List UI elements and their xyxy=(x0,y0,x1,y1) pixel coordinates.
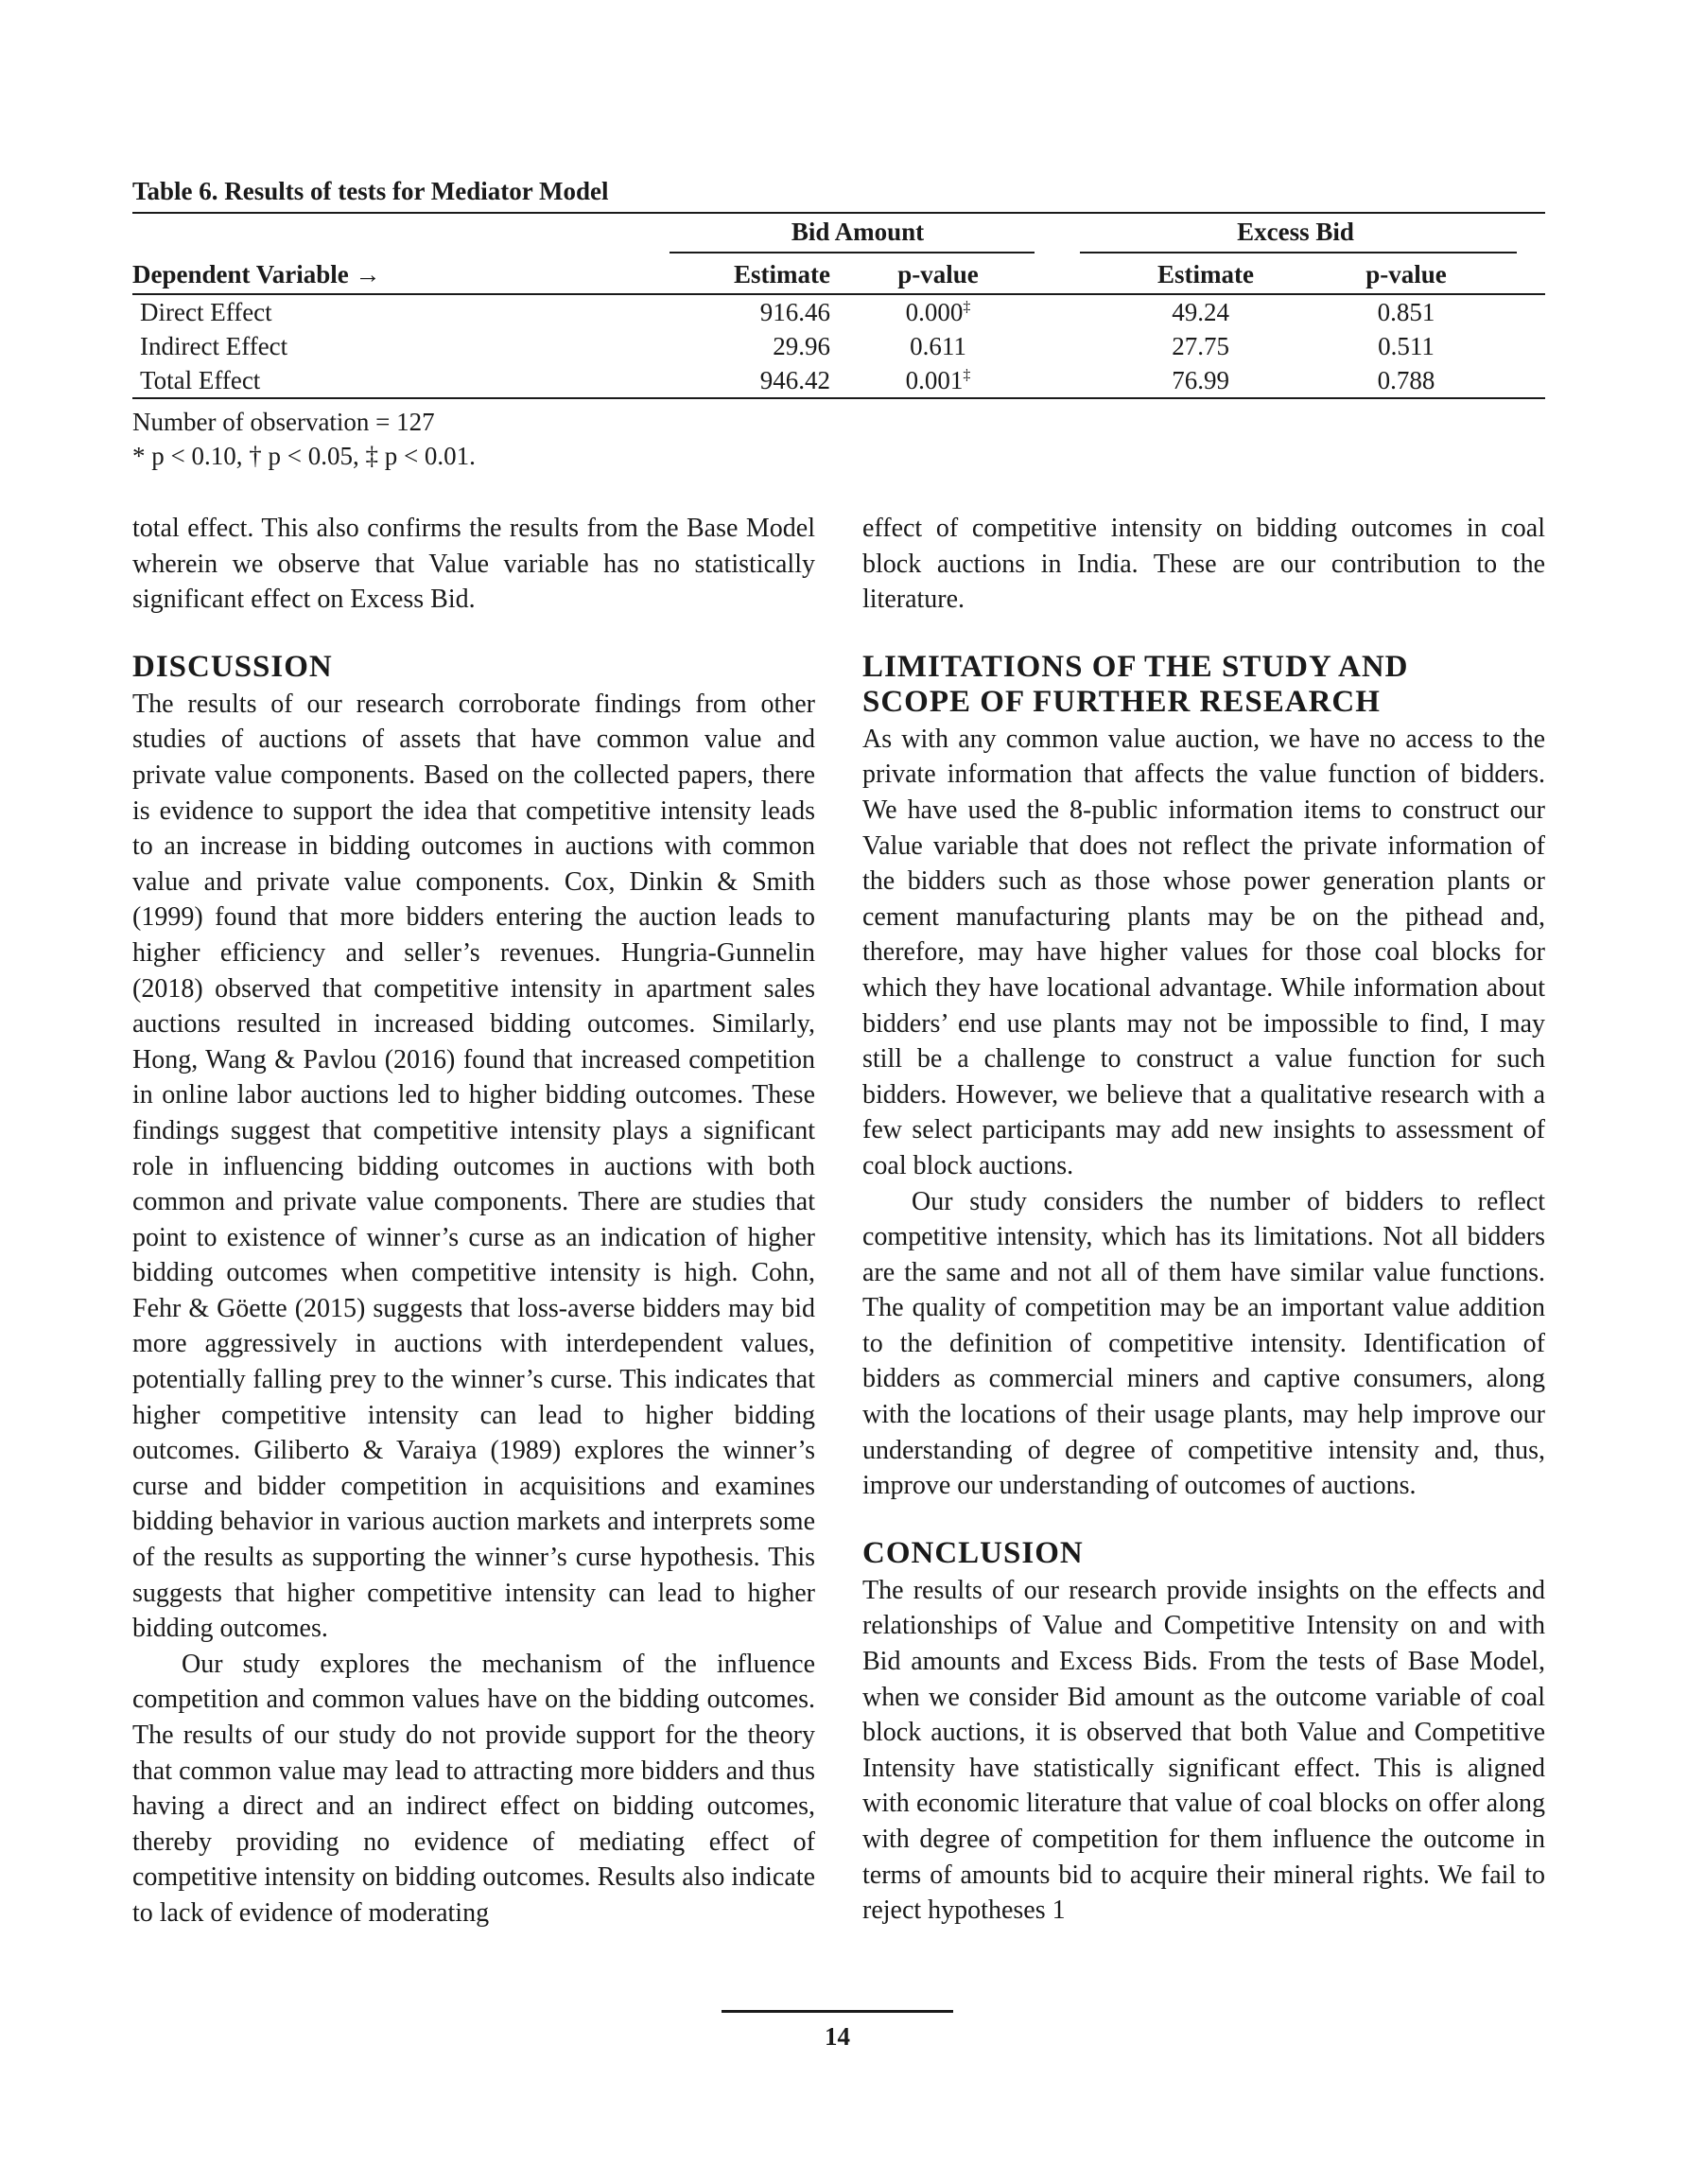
group-header-excess-bid: Excess Bid xyxy=(1046,213,1545,255)
page-number: 14 xyxy=(825,2022,850,2051)
significance-mark: ‡ xyxy=(963,366,971,383)
cell-bid-estimate: 29.96 xyxy=(773,331,830,360)
right-column xyxy=(862,511,1545,1929)
significance-mark: ‡ xyxy=(963,298,971,315)
right-intro-paragraph: effect of competitive intensity on bidding outcomes in coal block auctions in India. These are our contribution to the literature. xyxy=(862,514,1545,615)
conclusion-paragraph-1: The results of our research provide insights on the effects and relationships of Value and Competitive Intensity on and with Bid amounts and Excess Bids. From the tests of Base Model, when we consider Bid amount as the outcome variable of coal block auctions, it is observed that both Value and Competitive Intensity have statistically significant effect. This is aligned with economic literature that value of coal blocks on offer along with degree of competition for them influence the outcome in terms of amounts bid to acquire their mineral rights. We fail to reject hypotheses 1 xyxy=(862,1575,1545,1926)
table-caption: Table 6. Results of tests for Mediator Model xyxy=(132,177,609,205)
column-header-row xyxy=(132,255,1545,294)
discussion-heading: DISCUSSION xyxy=(132,649,333,684)
cell-excess-estimate: 49.24 xyxy=(1172,297,1229,326)
group-header-bid-amount: Bid Amount xyxy=(670,213,1046,255)
cell-bid-estimate: 916.46 xyxy=(759,297,830,326)
observation-count-note: Number of observation = 127 xyxy=(132,408,435,436)
row-label: Direct Effect xyxy=(140,297,272,326)
limitations-paragraph-1: As with any common value auction, we have no access to the private information that affects the value function of bidders. We have used the 8-public information items to construct our Value variable that does not reflect the private information of the bidders such as those whose power generation plants or cement manufacturing plants may be on the pithead and, therefore, may have higher values for those coal blocks for which they have locational advantage. While information about bidders’ end use plants may not be impossible to find, I may still be a challenge to construct a value function for such bidders. However, we believe that a qualitative research with a few select participants may add new insights to assessment of coal block auctions. xyxy=(862,724,1545,1180)
discussion-paragraph-2: Our study explores the mechanism of the influence competition and common values have on the bidding outcomes. The results of our study do not provide support for the theory that common value may lead to attracting more bidders and thus having a direct and an indirect effect on bidding outcomes, thereby providing no evidence of mediating effect of competitive intensity on bidding outcomes. Results also indicate to lack of evidence of moderating xyxy=(132,1649,815,1928)
results-table xyxy=(132,212,1545,399)
table-row xyxy=(132,363,1545,398)
column-header-excess-estimate: Estimate xyxy=(1046,255,1267,294)
group-header-row xyxy=(132,213,1545,255)
limitations-heading: LIMITATIONS OF THE STUDY AND SCOPE OF FURTHER RESEARCH xyxy=(862,649,1409,719)
left-intro-paragraph: total effect. This also confirms the results from the Base Model wherein we observe that Value variable has no statistically significant effect on Excess Bid. xyxy=(132,514,815,615)
cell-excess-p-value: 0.851 xyxy=(1377,297,1435,326)
page-number-rule xyxy=(722,2010,953,2013)
cell-excess-estimate: 76.99 xyxy=(1046,363,1267,398)
left-column xyxy=(132,511,815,1931)
cell-bid-p-value: 0.000‡ xyxy=(905,297,971,326)
cell-bid-p-value: 0.611 xyxy=(910,331,966,360)
cell-bid-estimate: 946.42 xyxy=(670,363,830,398)
column-header-bid-p-value: p-value xyxy=(830,255,1046,294)
table-notes xyxy=(132,405,476,473)
row-label: Indirect Effect xyxy=(140,331,288,360)
limitations-paragraph-2: Our study considers the number of bidders to reflect competitive intensity, which has its limitations. Not all bidders are the same and not all of them have similar value functions. The quality of competition may be an important value addition to the definition of competitive intensity. Identification of bidders as commercial miners and captive consumers, along with the locations of their usage plants, may help improve our understanding of degree of competitive intensity and, thus, improve our understanding of outcomes of auctions. xyxy=(862,1186,1545,1501)
table-row xyxy=(132,294,1545,329)
row-label: Total Effect xyxy=(132,363,670,398)
cell-excess-estimate: 27.75 xyxy=(1172,331,1229,360)
conclusion-heading: CONCLUSION xyxy=(862,1535,1084,1570)
column-header-bid-estimate: Estimate xyxy=(670,255,830,294)
cell-bid-p-value: 0.001‡ xyxy=(830,363,1046,398)
results-table-block xyxy=(132,176,1545,399)
table-row xyxy=(132,329,1545,363)
significance-legend-note: * p < 0.10, † p < 0.05, ‡ p < 0.01. xyxy=(132,442,476,470)
cell-excess-p-value: 0.788 xyxy=(1267,363,1545,398)
dependent-variable-label: Dependent Variable → xyxy=(132,255,670,294)
cell-excess-p-value: 0.511 xyxy=(1378,331,1435,360)
discussion-paragraph-1: The results of our research corroborate findings from other studies of auctions of assets that have common value and private value components. Based on the collected papers, there is evidence to support the idea that competitive intensity leads to an increase in bidding outcomes in auctions with common value and private value components. Cox, Dinkin & Smith (1999) found that more bidders entering the auction leads to higher efficiency and seller’s revenues. Hungria-Gunnelin (2018) observed that competitive intensity in apartment sales auctions resulted in increased bidding outcomes. Similarly, Hong, Wang & Pavlou (2016) found that increased competition in online labor auctions led to higher bidding outcomes. These findings suggest that competitive intensity plays a significant role in influencing bidding outcomes in auctions with both common and private value components. There are studies that point to existence of winner’s curse as an indication of higher bidding outcomes when competitive intensity is high. Cohn, Fehr & Göette (2015) suggests that loss-averse bidders may bid more aggressively in auctions with interdependent values, potentially falling prey to the winner’s curse. This indicates that higher competitive intensity can lead to higher bidding outcomes. Giliberto & Varaiya (1989) explores the winner’s curse and bidder competition in acquisitions and examines bidding behavior in various auction markets and interprets some of the results as supporting the winner’s curse hypothesis. This suggests that higher competitive intensity can lead to higher bidding outcomes. xyxy=(132,689,815,1644)
column-header-excess-p-value: p-value xyxy=(1267,255,1545,294)
